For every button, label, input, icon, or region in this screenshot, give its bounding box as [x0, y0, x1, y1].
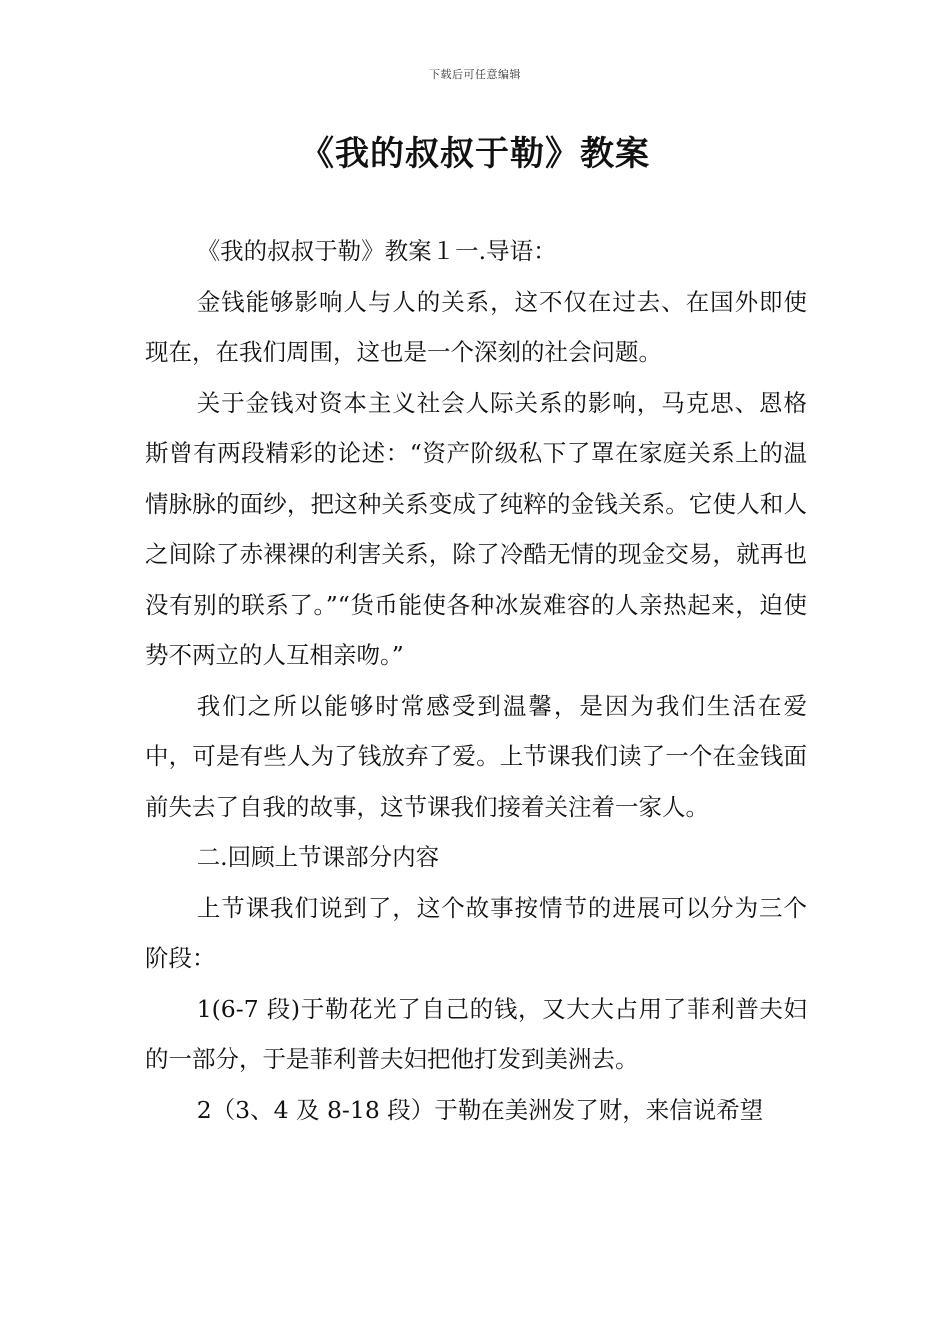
paragraph: 上节课我们说到了，这个故事按情节的进展可以分为三个阶段： [145, 893, 807, 972]
list-item: 2（3、4 及 8-18 段）于勒在美洲发了财，来信说希望 [196, 1095, 764, 1124]
paragraph-intro-heading: 《我的叔叔于勒》教案１一.导语： [196, 237, 557, 265]
header-note: 下载后可任意编辑 [429, 68, 521, 81]
paragraph: 关于金钱对资本主义社会人际关系的影响，马克思、恩格斯曾有两段精彩的论述：“资产阶级私下了罩在家庭关系上的温情脉脉的面纱，把这种关系变成了纯粹的金钱关系。它使人和人之间除了赤裸裸的利害关系，除了冷酷无情的现金交易，就再也没有别的联系了。”“货币能使各种冰炭难容的人亲热起来，迫使势不两立的人互相亲吻。” [145, 388, 807, 669]
paragraph: 我们之所以能够时常感受到温馨，是因为我们生活在爱中，可是有些人为了钱放弃了爱。上节课我们读了一个在金钱面前失去了自我的故事，这节课我们接着关注着一家人。 [145, 691, 807, 821]
paragraph: 金钱能够影响人与人的关系，这不仅在过去、在国外即使现在，在我们周围，这也是一个深刻的社会问题。 [145, 287, 807, 366]
section-heading: 二.回顾上节课部分内容 [196, 843, 440, 871]
list-item: 1(6-7 段)于勒花光了自己的钱，又大大占用了菲利普夫妇的一部分，于是菲利普夫妇把他打发到美洲去。 [145, 994, 807, 1073]
document-body [145, 226, 807, 1135]
document-title: 《我的叔叔于勒》教案 [300, 134, 650, 174]
